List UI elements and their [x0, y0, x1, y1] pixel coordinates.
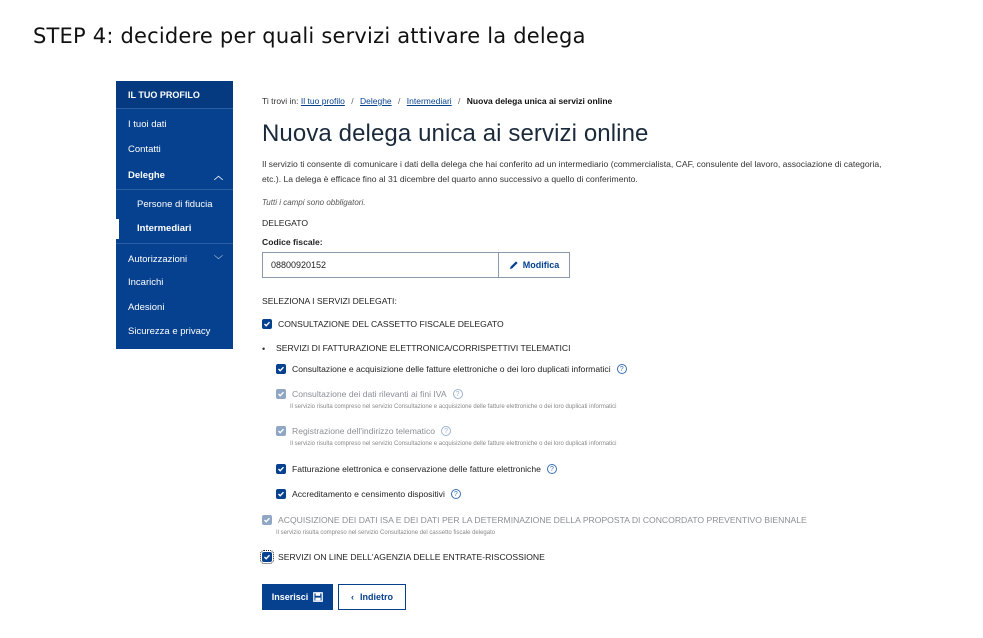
check-icon — [277, 365, 285, 373]
check-icon — [263, 320, 271, 328]
modifica-button[interactable] — [498, 252, 570, 278]
checkbox-accreditamento[interactable] — [276, 489, 286, 499]
breadcrumb-current: Nuova delega unica ai servizi online — [466, 96, 613, 106]
sidebar-item-persone-fiducia[interactable] — [116, 199, 233, 210]
service-accreditamento — [276, 489, 461, 499]
check-icon — [277, 427, 285, 435]
service-dati-iva — [276, 389, 463, 399]
help-icon[interactable]: ? — [453, 389, 463, 399]
sidebar-divider — [116, 243, 233, 244]
pencil-icon — [509, 260, 519, 270]
inserisci-label: Inserisci — [271, 592, 309, 602]
service-isa — [262, 515, 807, 525]
sidebar-item-label: Incarichi — [128, 277, 164, 288]
sidebar-item-tuoi-dati[interactable] — [116, 119, 233, 130]
modifica-label: Modifica — [522, 260, 560, 270]
help-icon[interactable]: ? — [441, 426, 451, 436]
service-label: Accreditamento e censimento dispositivi — [292, 489, 445, 499]
services-label: SELEZIONA I SERVIZI DELEGATI: — [262, 296, 397, 306]
sidebar-item-contatti[interactable] — [116, 144, 233, 155]
service-label: CONSULTAZIONE DEL CASSETTO FISCALE DELEGATO — [278, 319, 504, 329]
page-title: Nuova delega unica ai servizi online — [262, 120, 649, 147]
sidebar-item-adesioni[interactable] — [116, 302, 233, 313]
page-description: Il servizio ti consente di comunicare i dati della delega che hai conferito ad un intermediario (commercialista, CAF, consulente del lavoro, associazione di categoria, etc.). La delega è efficace fino al 31 dicembre del quarto anno successivo a quello di conferimento. — [262, 159, 882, 184]
save-icon — [313, 592, 323, 602]
check-icon — [277, 490, 285, 498]
service-label: ACQUISIZIONE DEI DATI ISA E DEI DATI PER LA DETERMINAZIONE DELLA PROPOSTA DI CONCORDATO PREVENTIVO BIENNALE — [278, 515, 807, 525]
sidebar-header: IL TUO PROFILO — [116, 81, 233, 109]
indietro-button[interactable] — [338, 584, 406, 610]
service-note: Il servizio risulta compreso nel servizio Consultazione e acquisizione delle fatture elettroniche o dei loro duplicati informatici — [290, 441, 617, 447]
inserisci-button[interactable] — [262, 584, 333, 610]
sidebar-item-label: Contatti — [128, 144, 161, 155]
service-registrazione — [276, 426, 451, 436]
breadcrumb-link-deleghe[interactable]: Deleghe — [359, 96, 392, 106]
sidebar-item-intermediari[interactable] — [116, 223, 233, 234]
sidebar-item-label: Intermediari — [137, 223, 192, 234]
delegato-label: DELEGATO — [262, 218, 309, 228]
codice-fiscale-field[interactable]: 08800920152 — [262, 252, 499, 278]
breadcrumb-prefix: Ti trovi in: — [262, 96, 299, 106]
sidebar-item-autorizzazioni[interactable] — [116, 253, 233, 266]
chevron-down-icon: ﹀ — [213, 255, 223, 265]
sidebar-item-sicurezza[interactable] — [116, 326, 233, 337]
help-icon[interactable]: ? — [617, 364, 627, 374]
service-riscossione — [262, 552, 545, 562]
bullet-dot: • — [262, 344, 266, 354]
sidebar-item-label: I tuoi dati — [128, 119, 167, 130]
sidebar-divider — [116, 189, 233, 190]
check-icon — [277, 465, 285, 473]
service-label: Registrazione dell'indirizzo telematico — [292, 426, 436, 436]
sidebar-item-label: Persone di fiducia — [137, 199, 213, 210]
checkbox-cassetto[interactable] — [262, 319, 272, 329]
help-icon[interactable]: ? — [547, 464, 557, 474]
checkbox-fatturazione-conservazione[interactable] — [276, 464, 286, 474]
codice-fiscale-label: Codice fiscale: — [262, 237, 323, 247]
checkbox-riscossione[interactable] — [262, 552, 272, 562]
sidebar-item-deleghe[interactable] — [116, 169, 233, 182]
chevron-up-icon: ︿ — [213, 171, 223, 181]
checkbox-consultazione-fatture[interactable] — [276, 364, 286, 374]
check-icon — [263, 516, 271, 524]
service-note: Il servizio risulta compreso nel servizio Consultazione e acquisizione delle fatture elettroniche o dei loro duplicati informatici — [290, 404, 617, 410]
step-title: STEP 4: decidere per quali servizi attivare la delega — [33, 24, 586, 48]
check-icon — [263, 553, 271, 561]
service-label: SERVIZI ON LINE DELL'AGENZIA DELLE ENTRATE-RISCOSSIONE — [278, 552, 545, 562]
indietro-label: Indietro — [360, 592, 393, 602]
breadcrumb — [262, 96, 612, 106]
breadcrumb-link-profilo[interactable]: Il tuo profilo — [300, 96, 345, 106]
service-group-fatturazione — [276, 343, 570, 353]
checkbox-dati-iva — [276, 389, 286, 399]
sidebar-item-label: Deleghe — [128, 170, 165, 181]
service-label: Consultazione e acquisizione delle fatture elettroniche o dei loro duplicati informatici — [292, 364, 611, 374]
checkbox-isa — [262, 515, 272, 525]
service-consultazione-fatture — [276, 364, 627, 374]
service-cassetto — [262, 319, 504, 329]
service-label: Consultazione dei dati rilevanti ai fini IVA — [292, 389, 447, 399]
breadcrumb-separator: / — [351, 96, 354, 106]
required-note: Tutti i campi sono obbligatori. — [262, 198, 366, 207]
checkbox-registrazione — [276, 426, 286, 436]
service-fatturazione-conservazione — [276, 464, 557, 474]
service-group-label: SERVIZI DI FATTURAZIONE ELETTRONICA/CORRISPETTIVI TELEMATICI — [276, 343, 571, 353]
chevron-left-icon: ‹ — [351, 592, 354, 602]
sidebar-item-label: Adesioni — [128, 302, 165, 313]
help-icon[interactable]: ? — [451, 489, 461, 499]
sidebar-item-label: Sicurezza e privacy — [128, 326, 211, 337]
service-note: Il servizio risulta compreso nel servizio Consultazione del cassetto fiscale delegato — [276, 530, 496, 536]
breadcrumb-separator: / — [458, 96, 461, 106]
breadcrumb-link-intermediari[interactable]: Intermediari — [406, 96, 452, 106]
service-label: Fatturazione elettronica e conservazione delle fatture elettroniche — [292, 464, 541, 474]
sidebar-item-label: Autorizzazioni — [128, 254, 188, 265]
breadcrumb-separator: / — [398, 96, 401, 106]
check-icon — [277, 390, 285, 398]
profile-sidebar — [116, 81, 233, 349]
sidebar-item-incarichi[interactable] — [116, 277, 233, 288]
